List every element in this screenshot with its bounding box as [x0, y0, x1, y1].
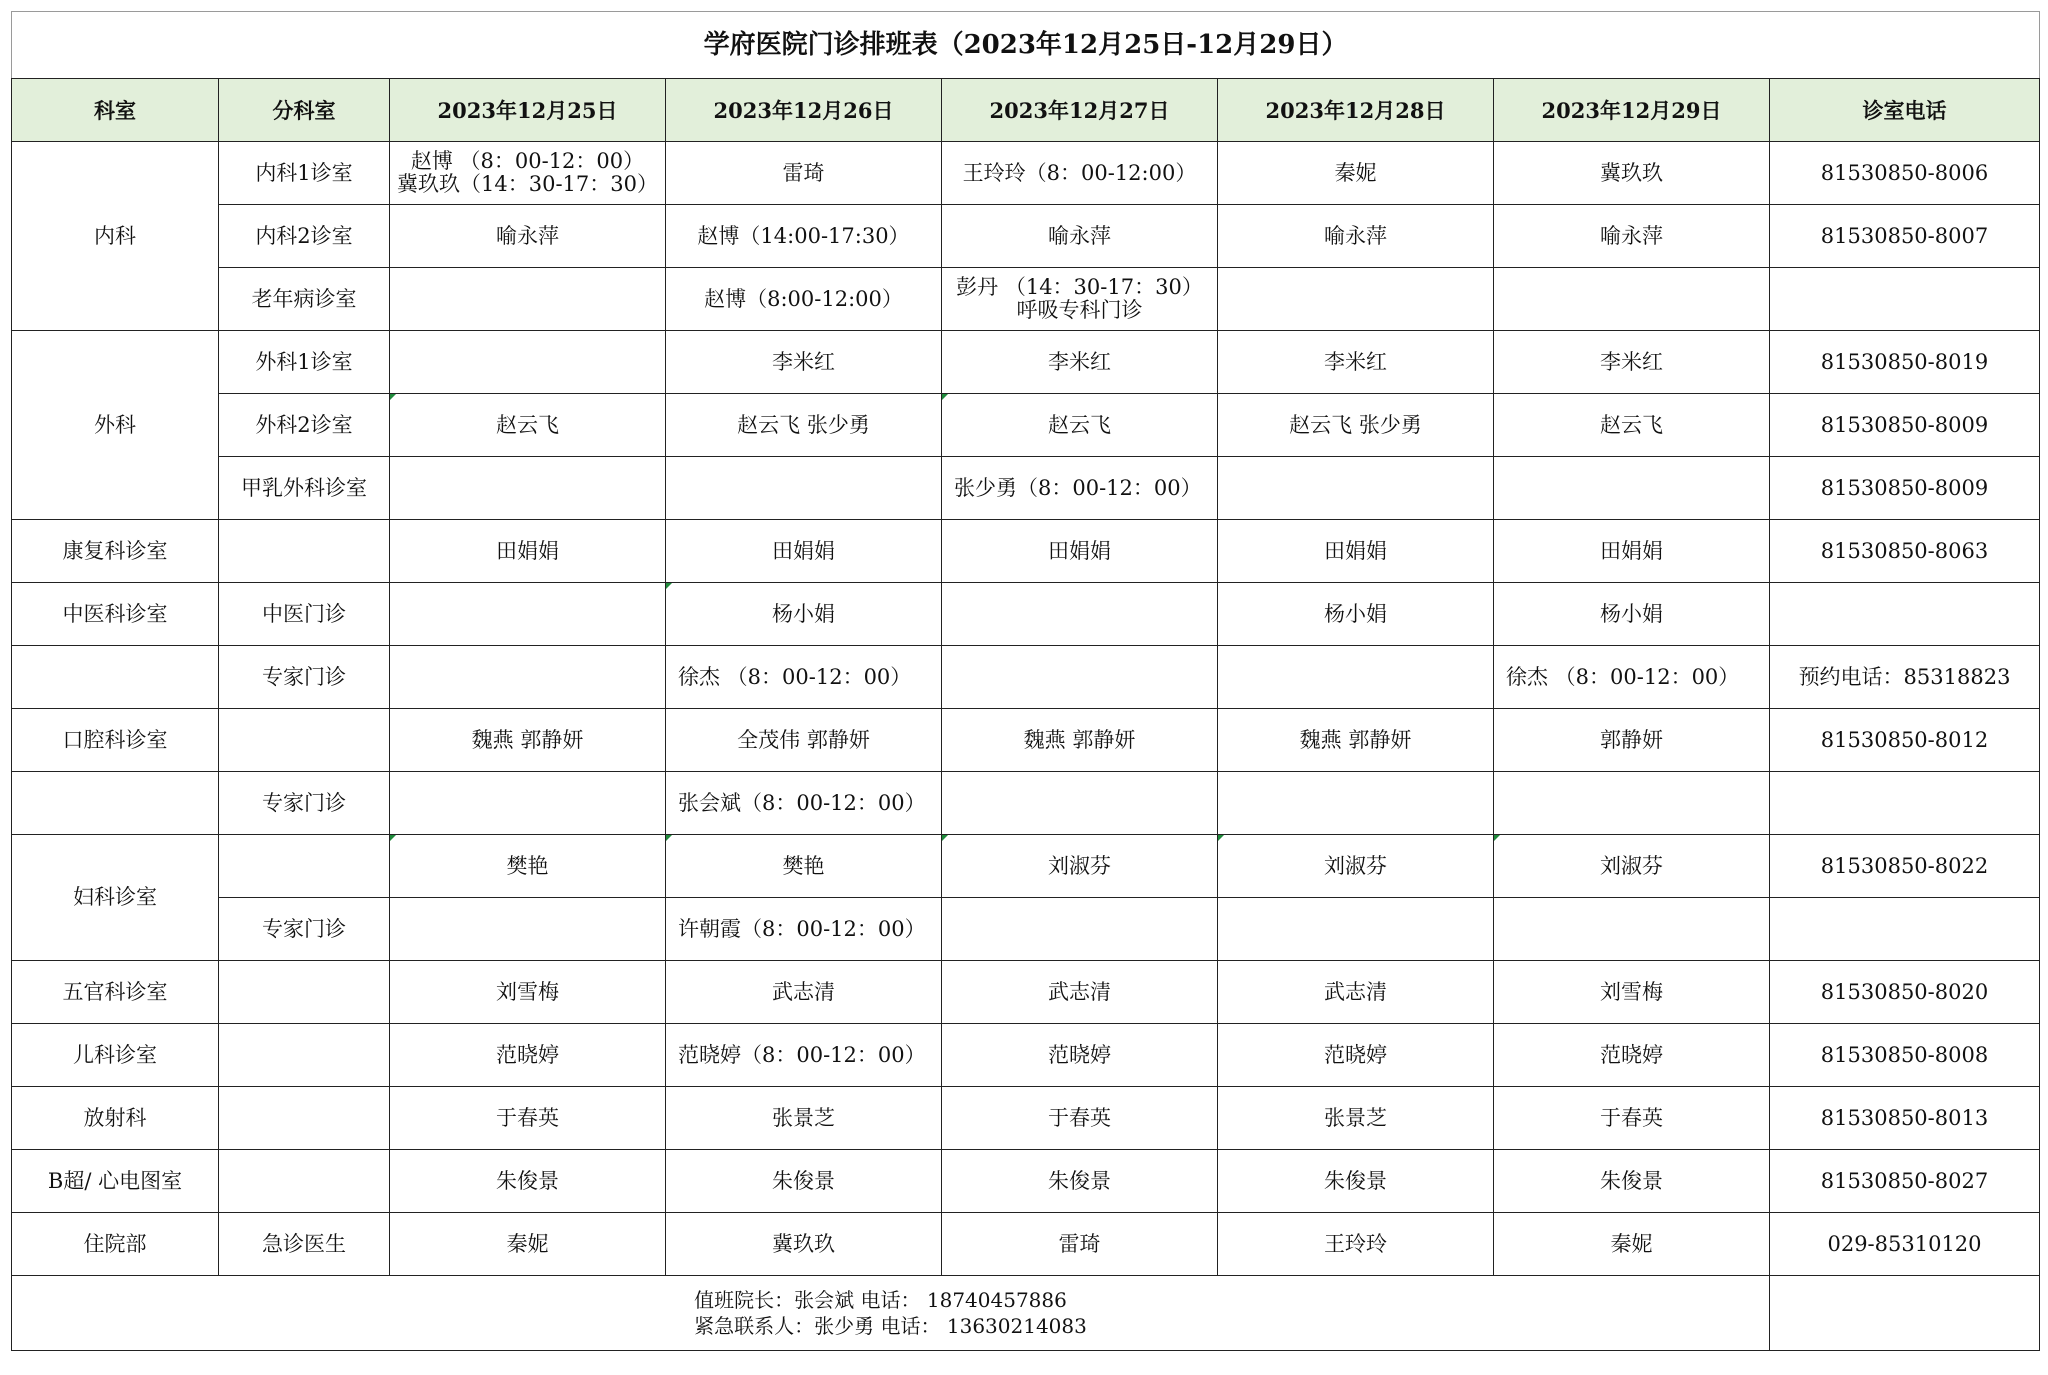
dept-cell: 康复科诊室	[12, 520, 219, 583]
subdept-cell: 外科2诊室	[219, 394, 390, 457]
dept-cell: 妇科诊室	[12, 835, 219, 961]
phone-cell: 029-85310120	[1770, 1213, 2040, 1276]
schedule-cell: 杨小娟	[666, 583, 942, 646]
schedule-cell: 赵云飞	[942, 394, 1218, 457]
schedule-cell: 赵云飞 张少勇	[1218, 394, 1494, 457]
schedule-cell	[942, 772, 1218, 835]
schedule-cell	[942, 583, 1218, 646]
schedule-cell	[942, 646, 1218, 709]
schedule-cell	[390, 898, 666, 961]
schedule-cell	[390, 268, 666, 331]
subdept-cell: 内科1诊室	[219, 142, 390, 205]
table-row	[12, 457, 2040, 520]
header-date-1: 2023年12月25日	[390, 79, 666, 142]
schedule-cell	[1218, 646, 1494, 709]
phone-cell	[1770, 268, 2040, 331]
phone-cell: 81530850-8022	[1770, 835, 2040, 898]
phone-cell: 81530850-8006	[1770, 142, 2040, 205]
schedule-cell: 范晓婷	[1218, 1024, 1494, 1087]
duty-director-line: 值班院长：张会斌 电话： 18740457886	[694, 1288, 1067, 1312]
schedule-cell	[390, 772, 666, 835]
phone-cell	[1770, 583, 2040, 646]
schedule-cell: 秦妮	[390, 1213, 666, 1276]
schedule-cell: 李米红	[1494, 331, 1770, 394]
subdept-cell: 专家门诊	[219, 898, 390, 961]
schedule-line: 呼吸专科门诊	[1016, 298, 1143, 322]
subdept-cell	[219, 1024, 390, 1087]
footer-phone-cell	[1770, 1276, 2040, 1351]
schedule-cell: 于春英	[390, 1087, 666, 1150]
table-row	[12, 1150, 2040, 1213]
table-row	[12, 1213, 2040, 1276]
schedule-cell: 刘淑芬	[1218, 835, 1494, 898]
schedule-cell: 范晓婷	[942, 1024, 1218, 1087]
subdept-cell	[219, 835, 390, 898]
schedule-cell: 于春英	[1494, 1087, 1770, 1150]
header-date-5: 2023年12月29日	[1494, 79, 1770, 142]
dept-cell: 儿科诊室	[12, 1024, 219, 1087]
header-date-3: 2023年12月27日	[942, 79, 1218, 142]
phone-cell: 81530850-8012	[1770, 709, 2040, 772]
table-row	[12, 772, 2040, 835]
schedule-cell	[1218, 898, 1494, 961]
table-row	[12, 646, 2040, 709]
subdept-cell: 中医门诊	[219, 583, 390, 646]
schedule-cell	[390, 142, 666, 205]
header-dept: 科室	[12, 79, 219, 142]
schedule-cell: 赵云飞 张少勇	[666, 394, 942, 457]
table-row	[12, 520, 2040, 583]
table-row	[12, 835, 2040, 898]
phone-cell: 81530850-8008	[1770, 1024, 2040, 1087]
schedule-cell: 全茂伟 郭静妍	[666, 709, 942, 772]
schedule-cell: 范晓婷（8：00-12：00）	[666, 1024, 942, 1087]
schedule-cell	[1218, 457, 1494, 520]
schedule-cell	[666, 457, 942, 520]
schedule-cell: 魏燕 郭静妍	[1218, 709, 1494, 772]
schedule-cell: 朱俊景	[1218, 1150, 1494, 1213]
schedule-cell: 魏燕 郭静妍	[390, 709, 666, 772]
schedule-cell: 田娟娟	[390, 520, 666, 583]
schedule-cell: 王玲玲（8：00-12:00）	[942, 142, 1218, 205]
schedule-cell: 于春英	[942, 1087, 1218, 1150]
table-row	[12, 961, 2040, 1024]
dept-cell	[12, 772, 219, 835]
schedule-cell: 张景芝	[666, 1087, 942, 1150]
dept-cell	[12, 646, 219, 709]
schedule-cell: 田娟娟	[1218, 520, 1494, 583]
schedule-cell: 秦妮	[1494, 1213, 1770, 1276]
schedule-cell	[942, 898, 1218, 961]
subdept-cell: 甲乳外科诊室	[219, 457, 390, 520]
phone-cell: 81530850-8007	[1770, 205, 2040, 268]
duty-contact	[694, 1287, 1087, 1339]
schedule-cell: 赵云飞	[1494, 394, 1770, 457]
schedule-cell: 李米红	[1218, 331, 1494, 394]
schedule-cell	[1218, 268, 1494, 331]
table-row	[12, 583, 2040, 646]
dept-cell: 住院部	[12, 1213, 219, 1276]
schedule-cell: 樊艳	[390, 835, 666, 898]
dept-cell: B超/ 心电图室	[12, 1150, 219, 1213]
schedule-cell: 王玲玲	[1218, 1213, 1494, 1276]
footer-row	[12, 1276, 2040, 1351]
subdept-cell	[219, 961, 390, 1024]
subdept-cell: 老年病诊室	[219, 268, 390, 331]
dept-cell: 五官科诊室	[12, 961, 219, 1024]
schedule-cell	[1494, 772, 1770, 835]
schedule-cell: 刘淑芬	[1494, 835, 1770, 898]
schedule-cell: 范晓婷	[1494, 1024, 1770, 1087]
schedule-cell: 田娟娟	[942, 520, 1218, 583]
schedule-cell: 武志清	[942, 961, 1218, 1024]
header-row	[12, 79, 2040, 142]
schedule-cell: 杨小娟	[1494, 583, 1770, 646]
phone-cell: 81530850-8009	[1770, 394, 2040, 457]
schedule-cell	[1218, 772, 1494, 835]
schedule-cell	[1494, 898, 1770, 961]
page-title: 学府医院门诊排班表（2023年12月25日-12月29日）	[12, 12, 2040, 79]
phone-cell: 81530850-8019	[1770, 331, 2040, 394]
schedule-table	[11, 11, 2040, 1351]
header-date-2: 2023年12月26日	[666, 79, 942, 142]
schedule-cell	[1494, 268, 1770, 331]
phone-cell: 81530850-8013	[1770, 1087, 2040, 1150]
schedule-cell: 范晓婷	[390, 1024, 666, 1087]
table-row	[12, 394, 2040, 457]
schedule-cell: 雷琦	[666, 142, 942, 205]
schedule-cell: 郭静妍	[1494, 709, 1770, 772]
dept-cell: 放射科	[12, 1087, 219, 1150]
phone-cell: 预约电话：85318823	[1770, 646, 2040, 709]
phone-cell	[1770, 898, 2040, 961]
schedule-cell	[942, 268, 1218, 331]
schedule-cell: 许朝霞（8：00-12：00）	[666, 898, 942, 961]
schedule-cell: 秦妮	[1218, 142, 1494, 205]
header-date-4: 2023年12月28日	[1218, 79, 1494, 142]
duty-contact-cell	[12, 1276, 1770, 1351]
phone-cell: 81530850-8020	[1770, 961, 2040, 1024]
schedule-cell: 张少勇（8：00-12：00）	[942, 457, 1218, 520]
table-row	[12, 268, 2040, 331]
dept-cell: 内科	[12, 142, 219, 331]
schedule-cell: 刘雪梅	[1494, 961, 1770, 1024]
dept-cell: 中医科诊室	[12, 583, 219, 646]
phone-cell: 81530850-8063	[1770, 520, 2040, 583]
dept-cell: 口腔科诊室	[12, 709, 219, 772]
subdept-cell	[219, 1150, 390, 1213]
schedule-cell: 张景芝	[1218, 1087, 1494, 1150]
phone-cell: 81530850-8027	[1770, 1150, 2040, 1213]
schedule-cell: 喻永萍	[390, 205, 666, 268]
schedule-cell: 赵云飞	[390, 394, 666, 457]
schedule-cell: 田娟娟	[1494, 520, 1770, 583]
schedule-cell: 赵博（8:00-12:00）	[666, 268, 942, 331]
schedule-cell: 田娟娟	[666, 520, 942, 583]
schedule-cell	[1494, 457, 1770, 520]
schedule-cell: 朱俊景	[1494, 1150, 1770, 1213]
table-row	[12, 709, 2040, 772]
subdept-cell	[219, 520, 390, 583]
subdept-cell: 外科1诊室	[219, 331, 390, 394]
schedule-cell: 赵博（14:00-17:30）	[666, 205, 942, 268]
schedule-cell: 刘雪梅	[390, 961, 666, 1024]
schedule-cell	[390, 331, 666, 394]
schedule-line: 冀玖玖（14：30-17：30）	[397, 172, 658, 196]
schedule-cell: 魏燕 郭静妍	[942, 709, 1218, 772]
schedule-cell: 朱俊景	[942, 1150, 1218, 1213]
schedule-line: 赵博 （8：00-12：00）	[410, 149, 645, 173]
schedule-cell: 喻永萍	[1218, 205, 1494, 268]
table-row	[12, 205, 2040, 268]
schedule-cell: 雷琦	[942, 1213, 1218, 1276]
subdept-cell: 急诊医生	[219, 1213, 390, 1276]
schedule-cell: 朱俊景	[666, 1150, 942, 1213]
schedule-cell: 李米红	[942, 331, 1218, 394]
phone-cell: 81530850-8009	[1770, 457, 2040, 520]
table-row	[12, 142, 2040, 205]
title-row	[12, 12, 2040, 79]
schedule-cell: 喻永萍	[1494, 205, 1770, 268]
subdept-cell: 内科2诊室	[219, 205, 390, 268]
table-row	[12, 1087, 2040, 1150]
table-row	[12, 331, 2040, 394]
schedule-cell: 刘淑芬	[942, 835, 1218, 898]
schedule-cell: 冀玖玖	[1494, 142, 1770, 205]
schedule-cell: 武志清	[1218, 961, 1494, 1024]
header-subdept: 分科室	[219, 79, 390, 142]
schedule-cell: 武志清	[666, 961, 942, 1024]
header-phone: 诊室电话	[1770, 79, 2040, 142]
schedule-cell: 樊艳	[666, 835, 942, 898]
schedule-cell: 李米红	[666, 331, 942, 394]
schedule-cell: 张会斌（8：00-12：00）	[666, 772, 942, 835]
table-row	[12, 1024, 2040, 1087]
schedule-line: 彭丹 （14：30-17：30）	[956, 275, 1203, 299]
schedule-cell	[390, 457, 666, 520]
phone-cell	[1770, 772, 2040, 835]
schedule-cell	[390, 646, 666, 709]
schedule-cell: 杨小娟	[1218, 583, 1494, 646]
subdept-cell	[219, 709, 390, 772]
emergency-contact-line: 紧急联系人：张少勇 电话： 13630214083	[694, 1314, 1087, 1338]
subdept-cell	[219, 1087, 390, 1150]
schedule-cell: 徐杰 （8：00-12：00）	[666, 646, 942, 709]
schedule-cell: 喻永萍	[942, 205, 1218, 268]
schedule-cell: 徐杰 （8：00-12：00）	[1494, 646, 1770, 709]
schedule-sheet	[11, 11, 2039, 1351]
subdept-cell: 专家门诊	[219, 646, 390, 709]
schedule-cell	[390, 583, 666, 646]
dept-cell: 外科	[12, 331, 219, 520]
subdept-cell: 专家门诊	[219, 772, 390, 835]
schedule-cell: 朱俊景	[390, 1150, 666, 1213]
table-row	[12, 898, 2040, 961]
schedule-cell: 冀玖玖	[666, 1213, 942, 1276]
